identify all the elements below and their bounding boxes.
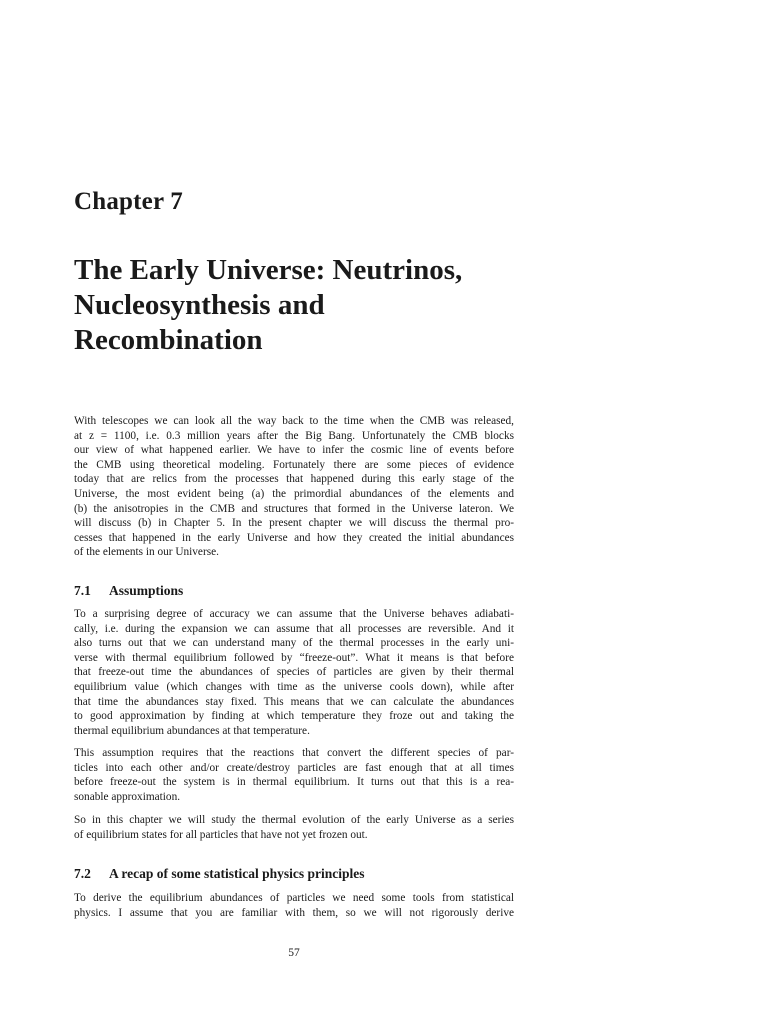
text-line: that time the abundances stay fixed. This means that we can calculate the abundances: [74, 695, 514, 708]
text-line: before freeze-out the system is in thermal equilibrium. It turns out that this is a rea-: [74, 776, 514, 789]
text-line: today that are relics from the processes that happened during this early stage of the: [74, 473, 514, 486]
text-line: equilibrium value (which changes with time as the universe cools down), while after: [74, 680, 514, 693]
text-line: will discuss (b) in Chapter 5. In the present chapter we will discuss the thermal pro-: [74, 517, 514, 530]
text-line: also turns out that we can understand many of the thermal processes in the early uni-: [74, 637, 514, 650]
text-line: that freeze-out time the abundances of species of particles are given by their thermal: [74, 666, 514, 679]
section-number: 7.1: [74, 583, 91, 598]
section-heading-assumptions: [74, 583, 183, 599]
chapter-label: Chapter 7: [74, 188, 183, 215]
text-line: our view of what happened earlier. We have to infer the cosmic line of events before: [74, 444, 514, 457]
text-line: at z = 1100, i.e. 0.3 million years after the Big Bang. Unfortunately the CMB blocks: [74, 429, 514, 442]
section-heading-statistical-physics: [74, 866, 365, 882]
text-line: cesses that happened in the early Universe and how they created the initial abundances: [74, 531, 514, 544]
text-line: So in this chapter we will study the thermal evolution of the early Universe as a series: [74, 814, 514, 826]
text-line: Universe, the most evident being (a) the primordial abundances of the elements and: [74, 487, 514, 500]
text-line: the CMB using theoretical modeling. Fortunately there are some pieces of evidence: [74, 458, 514, 471]
assumptions-paragraph-1: [74, 607, 514, 738]
chapter-title-line: The Early Universe: Neutrinos,: [74, 254, 463, 286]
text-line: of the elements in our Universe.: [74, 546, 219, 559]
text-line: verse with thermal equilibrium followed by “freeze-out”. What it means is that before: [74, 651, 514, 664]
chapter-title: [74, 253, 534, 358]
text-line: to good approximation by finding at which temperature they froze out and taking the: [74, 710, 514, 723]
section-title: Assumptions: [109, 583, 184, 598]
chapter-title-line: Nucleosynthesis and: [74, 289, 325, 321]
text-line: (b) the anisotropies in the CMB and structures that formed in the Universe lateron. We: [74, 502, 514, 515]
intro-paragraph: [74, 414, 514, 560]
text-line: ticles into each other and/or create/destroy particles are fast enough that at all times: [74, 761, 514, 774]
text-line: cally, i.e. during the expansion we can assume that all processes are reversible. And it: [74, 622, 514, 635]
text-line: With telescopes we can look all the way back to the time when the CMB was released,: [74, 415, 514, 427]
text-line: physics. I assume that you are familiar with them, so we will not rigorously derive: [74, 906, 514, 919]
text-line: This assumption requires that the reactions that convert the different species of par-: [74, 747, 514, 759]
assumptions-paragraph-2: [74, 746, 514, 804]
statistical-physics-paragraph-1: [74, 891, 514, 920]
section-title: A recap of some statistical physics principles: [109, 866, 365, 881]
text-line: To derive the equilibrium abundances of particles we need some tools from statistical: [74, 892, 514, 904]
assumptions-paragraph-3: [74, 813, 514, 842]
chapter-title-line: Recombination: [74, 324, 263, 356]
page-number: 57: [288, 947, 300, 959]
text-line: To a surprising degree of accuracy we can assume that the Universe behaves adiabati-: [74, 608, 514, 620]
text-line: of equilibrium states for all particles that have not yet frozen out.: [74, 828, 368, 841]
section-number: 7.2: [74, 866, 91, 881]
text-line: sonable approximation.: [74, 790, 181, 803]
text-line: thermal equilibrium abundances at that temperature.: [74, 724, 310, 737]
